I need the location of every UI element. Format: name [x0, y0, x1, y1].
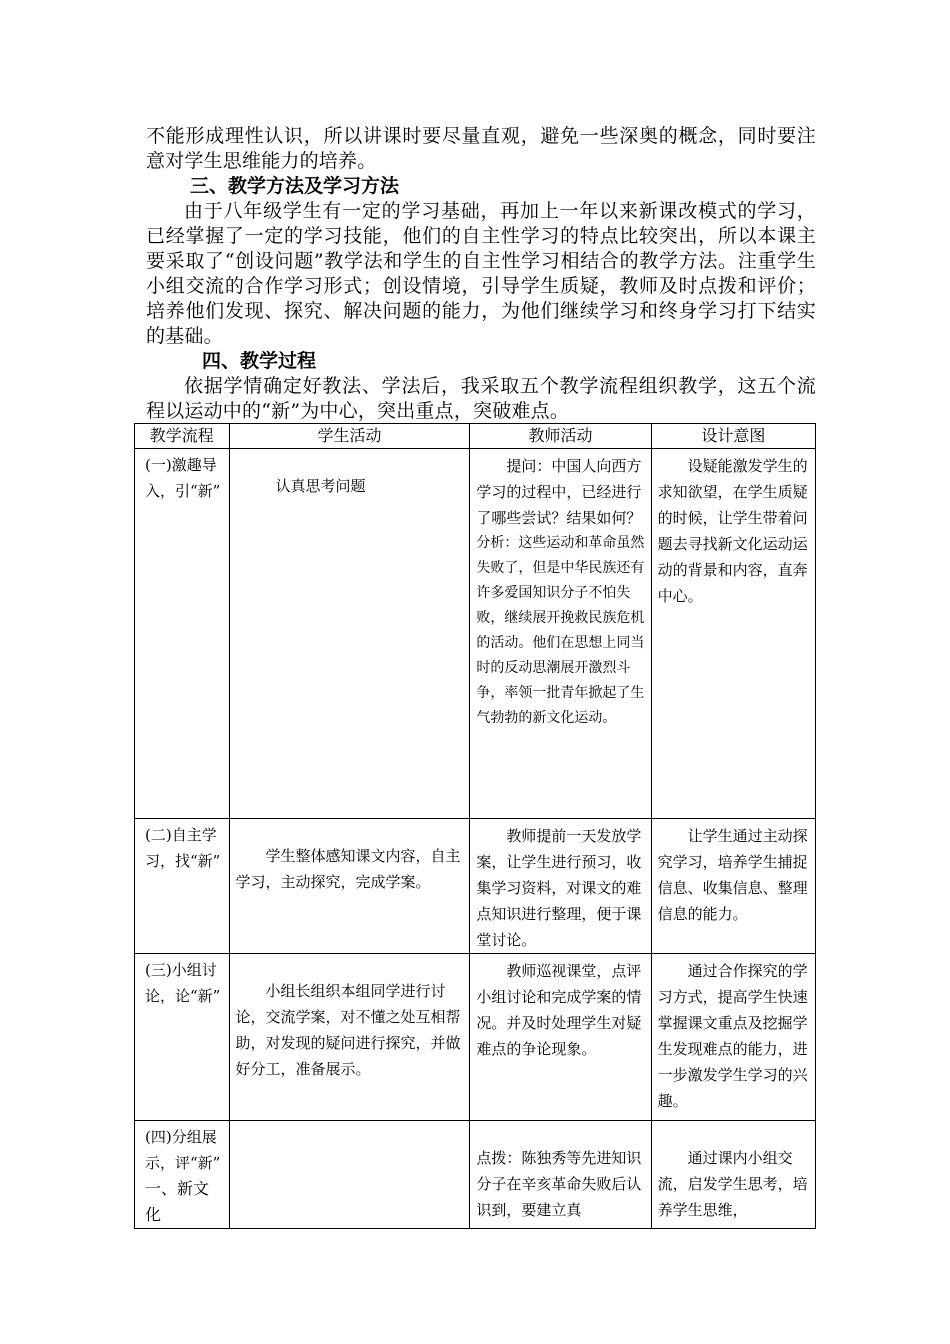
table-row	[135, 954, 816, 1121]
header-teacher: 教师活动	[470, 424, 651, 449]
intent-cell	[651, 1121, 815, 1229]
student-text: 小组长组织本组同学进行讨论，交流学案，对不懂之处互相帮助，对发现的疑问进行探究，并做好分工，准备展示。	[235, 982, 461, 1078]
intro-paragraph	[146, 124, 816, 174]
student-text: 认真思考问题	[275, 477, 366, 495]
intro-text: 不能形成理性认识，所以讲课时要尽量直观，避免一些深奥的概念，同时要注意对学生思维能力的培养。	[146, 125, 816, 172]
table-header-row	[135, 424, 816, 449]
stage-cell: (三)小组讨论，论“新”	[135, 954, 230, 1121]
intent-text: 让学生通过主动探究学习，培养学生捕捉信息、收集信息、整理信息的能力。	[657, 827, 808, 923]
stage-subtitle: 一、新文化	[145, 1179, 210, 1224]
section3-paragraph	[146, 199, 816, 349]
section4-paragraph	[146, 374, 816, 424]
teacher-text: 提问：中国人向西方学习的过程中，已经进行了哪些尝试？结果如何？	[476, 457, 642, 527]
student-cell	[229, 954, 470, 1121]
intent-cell	[651, 819, 815, 954]
teaching-process-table	[134, 423, 816, 1229]
intent-text: 设疑能激发学生的求知欲望，在学生质疑的时候，让学生带着问题去寻找新文化运动运动的背景和内容，直奔中心。	[657, 457, 808, 605]
stage-cell	[135, 1121, 230, 1229]
teacher-cell	[470, 1121, 651, 1229]
intent-cell	[651, 954, 815, 1121]
teacher-cell	[470, 449, 651, 819]
section4-body: 依据学情确定好教法、学法后，我采取五个教学流程组织教学，这五个流程以运动中的“新”为中心，突出重点，突破难点。	[146, 375, 816, 422]
teacher-text: 教师提前一天发放学案，让学生进行预习，收集学习资料，对课文的难点知识进行整理，便于课堂讨论。	[476, 827, 642, 949]
student-cell	[229, 449, 470, 819]
table-row	[135, 449, 816, 819]
teacher-analysis-text: 分析：这些运动和革命虽然失败了，但是中华民族还有许多爱国知识分子不怕失败，继续展开挽救民族危机的活动。他们在思想上同当时的反动思潮展开激烈斗争，率领一批青年掀起了生气勃勃的新文化运动。	[476, 535, 645, 726]
teacher-cell	[470, 819, 651, 954]
stage-cell: (一)激趣导入，引“新”	[135, 449, 230, 819]
teacher-cell	[470, 954, 651, 1121]
header-stage: 教学流程	[135, 424, 230, 449]
teacher-text: 点拨：陈独秀等先进知识分子在辛亥革命失败后认识到，要建立真	[476, 1149, 642, 1219]
table-row	[135, 1121, 816, 1229]
section3-heading: 三、教学方法及学习方法	[190, 175, 400, 197]
teacher-text: 教师巡视课堂，点评小组讨论和完成学案的情况。并及时处理学生对疑难点的争论现象。	[476, 962, 642, 1058]
section3-body: 由于八年级学生有一定的学习基础，再加上一年以来新课改模式的学习，已经掌握了一定的学习技能，他们的自主性学习的特点比较突出，所以本课主要采取了“创设问题”教学法和学生的自主性学习相结合的教学方法。注重学生小组交流的合作学习形式；创设情境，引导学生质疑，教师及时点拨和评价；培养他们发现、探究、解决问题的能力，为他们继续学习和终身学习打下结实的基础。	[146, 200, 816, 347]
stage-cell: (二)自主学习，找“新”	[135, 819, 230, 954]
intent-text: 通过课内小组交流，启发学生思考，培养学生思维，	[657, 1149, 808, 1219]
student-cell	[229, 1121, 470, 1229]
header-intent: 设计意图	[651, 424, 815, 449]
header-student: 学生活动	[229, 424, 470, 449]
section4-heading: 四、教学过程	[202, 350, 317, 372]
student-text: 学生整体感知课文内容，自主学习，主动探究，完成学案。	[235, 847, 461, 891]
intent-text: 通过合作探究的学习方式，提高学生快速掌握课文重点及挖掘学生发现难点的能力，进一步激发学生学习的兴趣。	[657, 962, 808, 1110]
stage-title: (四)分组展示，评“新”	[145, 1128, 221, 1172]
student-cell	[229, 819, 470, 954]
intent-cell	[651, 449, 815, 819]
table-row	[135, 819, 816, 954]
